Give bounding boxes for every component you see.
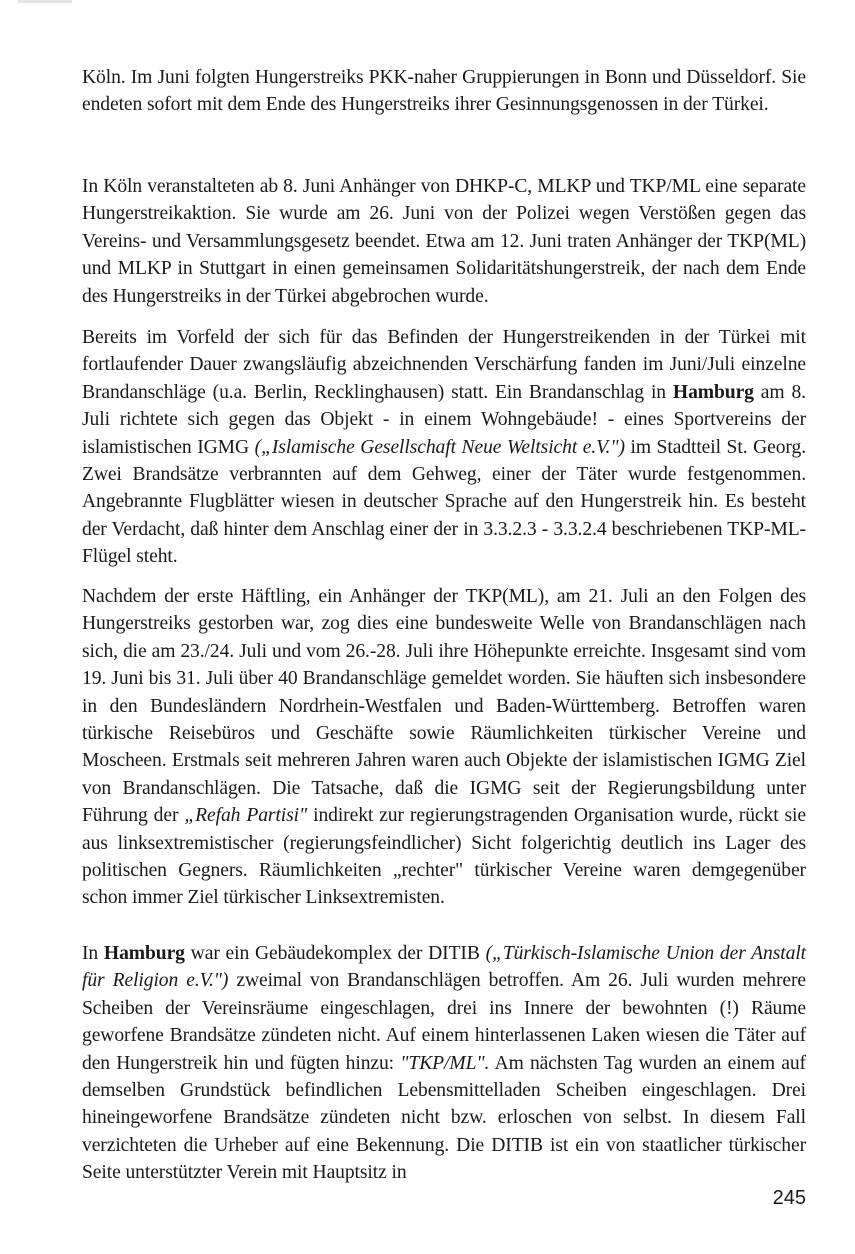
paragraph-1 [82,64,806,119]
paragraph-5-text-c: zweimal von Brandanschlägen betroffen. Am 26. Juli wurden mehrere Scheiben der Vereinsräume eingeschlagen, drei ins Innere der bewohnten (!) Räume geworfene Brandsätze zündeten nicht. Auf einem hinterlassenen Laken wiesen die Täter auf den Hungerstreik hin und fügten hinzu: [82,970,806,1074]
page-number: 245 [772,1187,806,1209]
paragraph-3-text-b: am 8. Juli richtete sich gegen das Objekt - in einem Wohngebäude! - eines Sportvereins der islamistischen IGMG [82,381,806,458]
paragraph-5-text-d: Am nächsten Tag wurden an einem auf demselben Grundstück befindlichen Lebensmittelladen Scheiben eingeschlagen. Drei hineingeworfene Brandsätze zündeten nicht bzw. erloschen von selbst. In diesem Fall verzichteten die Urheber auf eine Bekennung. Die DITIB ist ein von staatlicher türkischer Seite unterstützter Verein mit Hauptsitz in [82,1052,806,1184]
quoted-tkp-ml: "TKP/ML". [400,1052,490,1074]
paragraph-2-text: In Köln veranstalteten ab 8. Juni Anhänger von DHKP-C, MLKP und TKP/ML eine separate Hungerstreikaktion. Sie wurde am 26. Juni von der Polizei wegen Verstößen gegen das Vereins- und Versammlungsgesetz beendet. Etwa am 12. Juni traten Anhänger der TKP(ML) und MLKP in Stuttgart in einen gemeinsamen Solidaritätshungerstreik, der nach dem Ende des Hungerstreiks in der Türkei abgebrochen wurde. [82,176,806,307]
organization-name-igmg: („Islamische Gesellschaft Neue Weltsicht e.V.") [254,436,625,458]
paragraph-5-text-b: war ein Gebäudekomplex der DITIB [184,943,486,964]
paragraph-3-text-a: Bereits im Vorfeld der sich für das Befinden der Hungerstreikenden in der Türkei mit fortlaufender Dauer zwangsläufig abzeichnenden Verschärfung fanden im Juni/Juli einzelne Brandanschläge (u.a. Berlin, Recklinghausen) statt. Ein Brandanschlag in [82,327,806,403]
paragraph-1-text: Köln. Im Juni folgten Hungerstreiks PKK-naher Gruppierungen in Bonn und Düsseldorf. Sie endeten sofort mit dem Ende des Hungerstreiks ihrer Gesinnungsgenossen in der Türkei. [82,67,806,116]
paragraph-4-text-b: indirekt zur regierungstragenden Organisation wurde, rückt sie aus linksextremistischer (regierungsfeindlicher) Sicht folgerichtig deutlich ins Lager des politischen Gegners. Räumlichkeiten „rechter" türkischer Vereine waren demgegenüber schon immer Ziel türkischer Linksextremisten. [82,805,806,909]
paragraph-4 [82,583,806,912]
paragraph-3-text-c: im Stadtteil St. Georg. Zwei Brandsätze verbrannten auf dem Gehweg, einer der Täter wurde festgenommen. Angebrannte Flugblätter wiesen in deutscher Sprache auf den Hungerstreik hin. Es besteht der Verdacht, daß hinter dem Anschlag einer der in 3.3.2.3 - 3.3.2.4 beschriebenen TKP-ML-Flügel steht. [82,436,806,568]
paragraph-5-text-a: In [82,943,104,964]
paragraph-4-text-a: Nachdem der erste Häftling, ein Anhänger der TKP(ML), am 21. Juli an den Folgen des Hungerstreiks gestorben war, zog dies eine bundesweite Welle von Brandanschlägen nach sich, die am 23./24. Juli und vom 26.-28. Juli ihre Höhepunkte erreichte. Insgesamt sind vom 19. Juni bis 31. Juli über 40 Brandanschläge gemeldet worden. Sie häuften sich insbesondere in den Bundesländern Nordrhein-Westfalen und Baden-Württemberg. Betroffen waren türkische Reisebüros und Geschäfte sowie Räumlichkeiten türkischer Vereine und Moscheen. Erstmals seit mehreren Jahren waren auch Objekte der islamistischen IGMG Ziel von Brandanschlägen. Die Tatsache, daß die IGMG seit der Regierungsbildung unter Führung der [82,586,806,827]
party-name-refah: „Refah Partisi" [184,805,308,827]
paragraph-3 [82,324,806,571]
location-hamburg: Hamburg [103,943,185,964]
organization-name-ditib: („Türkisch-Islamische Union der Anstalt für Religion e.V.") [82,943,807,992]
location-hamburg: Hamburg [672,381,754,403]
paragraph-5 [82,940,806,1187]
scan-edge-mark [18,0,72,3]
paragraph-2 [82,173,806,310]
